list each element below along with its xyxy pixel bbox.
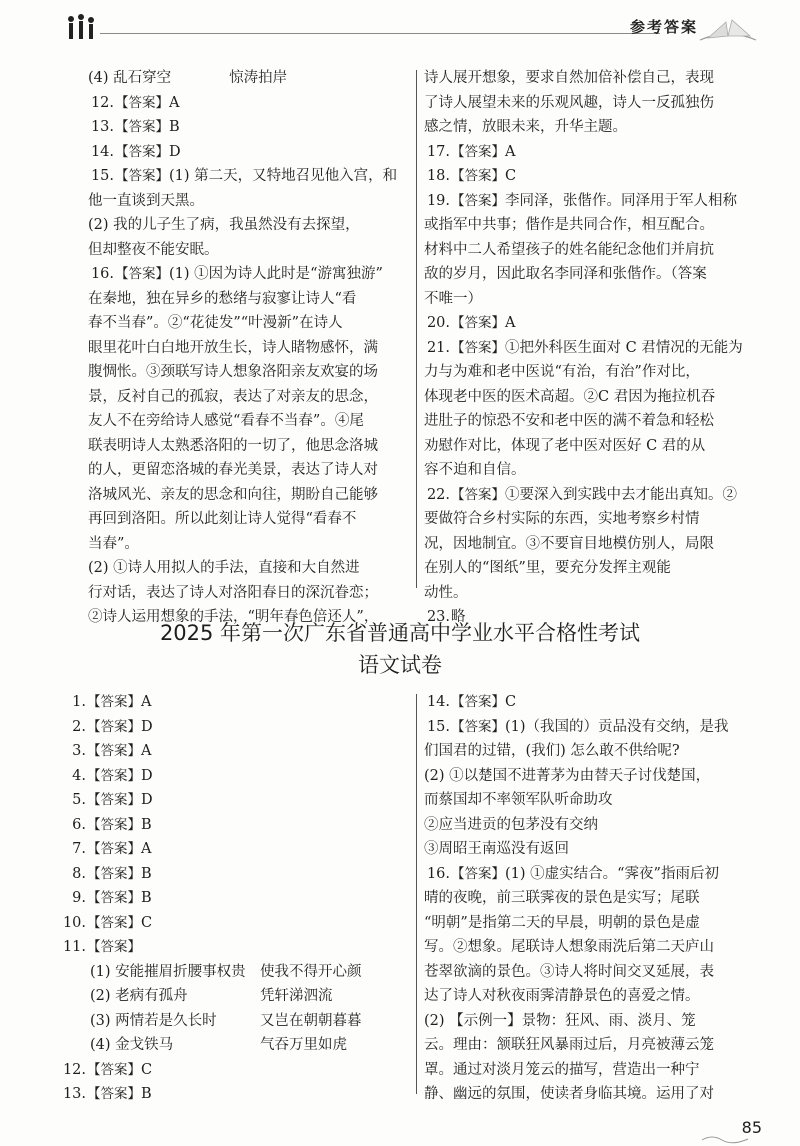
question-number: 2. xyxy=(72,718,86,735)
question-number: 13. xyxy=(90,119,114,135)
question-number: 23. xyxy=(426,609,450,625)
answer-text: 李同泽，张偕作。同泽用于军人相称 xyxy=(505,192,737,209)
answer-label: 【答案】 xyxy=(451,486,505,503)
answer-continuation: 不唯一） xyxy=(424,290,482,307)
answer-item xyxy=(424,189,754,214)
answer-text: B xyxy=(141,865,152,882)
answer-continuation: 而蔡国却不率领军队听命助攻 xyxy=(424,792,613,808)
answer-label: 【答案】 xyxy=(87,743,141,759)
answer-continuation: 容不迫和自信。 xyxy=(424,462,526,478)
poem-line-pair xyxy=(60,1033,410,1058)
question-number: 14. xyxy=(426,694,450,710)
answer-text: D xyxy=(141,718,153,735)
answer-label: 【答案】 xyxy=(451,718,505,735)
answer-label: 【答案】 xyxy=(87,865,141,882)
answer-text: A xyxy=(169,94,180,111)
answer-continuation: 春不当春”。②“花徒发”“叶漫新”在诗人 xyxy=(88,315,343,331)
question-number: 6. xyxy=(72,816,86,833)
answer-continuation: (2) ①以楚国不进菁茅为由替天子讨伐楚国， xyxy=(424,767,711,784)
answer-text: (1) ①虚实结合。“霁夜”指雨后初 xyxy=(505,865,719,882)
answer-continuation: ②诗人运用想象的手法，“明年春色倍还人”， xyxy=(88,609,379,625)
bottom-left-column xyxy=(60,690,410,1107)
answer-item xyxy=(60,739,410,764)
answer-item xyxy=(60,1058,410,1083)
column-divider xyxy=(416,70,417,588)
poem-line-second: 使我不得开心颜 xyxy=(260,963,362,980)
question-number: 13. xyxy=(62,1086,86,1102)
footer-swirl-icon xyxy=(700,1134,750,1144)
answer-text: ①要深入到实践中去才能出真知。② xyxy=(505,486,737,503)
question-number: 21. xyxy=(426,339,450,356)
answer-continuation: (2) 【示例一】景物：狂风、雨、淡月、笼 xyxy=(424,1012,696,1029)
question-number: 3. xyxy=(72,743,86,759)
answer-label: 【答案】 xyxy=(87,694,141,710)
answer-continuation: 达了诗人对秋夜雨霁清静景色的喜爱之情。 xyxy=(424,988,700,1004)
answer-label: 【答案】 xyxy=(115,168,169,184)
answer-continuation: 要做符合乡村实际的东西，实地考察乡村情 xyxy=(424,511,700,527)
answer-continuation: 体现老中医的医术高超。②C 君因为拖拉机吞 xyxy=(424,388,716,405)
answer-text: B xyxy=(141,890,152,906)
answer-item xyxy=(60,862,410,887)
answer-continuation: (2) ①诗人用拟人的手法，直接和大自然进 xyxy=(88,560,360,576)
exam-subtitle: 语文试卷 xyxy=(358,653,442,677)
answer-continuation: 景，反衬自己的孤寂，表达了对亲友的思念， xyxy=(88,388,378,405)
answer-continuation: 行对话，表达了诗人对洛阳春日的深沉眷恋； xyxy=(88,584,378,601)
answer-continuation: 力与为难和老中医说“有治，有治”作对比， xyxy=(424,364,700,380)
poem-line-pair xyxy=(60,984,410,1009)
answer-label: 【答案】 xyxy=(451,315,505,331)
question-number: 9. xyxy=(72,890,86,906)
answer-item xyxy=(88,91,410,116)
answer-text: A xyxy=(141,694,152,710)
answer-continuation: 云。理由：颔联狂风暴雨过后，月亮被薄云笼 xyxy=(424,1037,714,1053)
answer-item xyxy=(88,140,410,165)
answer-continuation: 眼里花叶白白地开放生长，诗人睹物感怀，满 xyxy=(88,339,378,356)
answer-text: A xyxy=(141,743,152,759)
question-number: 20. xyxy=(426,315,450,331)
answer-text: C xyxy=(141,914,153,931)
question-number: 15. xyxy=(426,718,450,735)
answer-continuation: ②应当进贡的包茅没有交纳 xyxy=(424,816,598,833)
question-number: 16. xyxy=(90,266,114,282)
answer-item xyxy=(60,935,410,960)
answer-text: D xyxy=(169,143,181,160)
answer-item xyxy=(60,764,410,789)
answer-label: 【答案】 xyxy=(451,865,505,882)
answer-item xyxy=(88,115,410,140)
header-rule xyxy=(100,33,660,34)
answer-continuation: 材料中二人希望孩子的姓名能纪念他们并肩抗 xyxy=(424,241,714,258)
answer-label: 【答案】 xyxy=(87,792,141,808)
question-number: 16. xyxy=(426,865,450,882)
answer-continuation: 动性。 xyxy=(424,584,468,601)
poem-line-pair xyxy=(60,960,410,985)
answer-label: 【答案】 xyxy=(115,119,169,135)
question-number: 17. xyxy=(426,143,450,160)
answer-continuation: 腹惆怅。③颈联写诗人想象洛阳亲友欢宴的场 xyxy=(88,364,378,380)
answer-item xyxy=(60,690,410,715)
answer-label: 【答案】 xyxy=(451,192,505,209)
answer-continuation: 但却整夜不能安眠。 xyxy=(88,241,219,258)
answer-continuation: 写。②想象。尾联诗人想象雨洗后第二天庐山 xyxy=(424,939,714,955)
answer-continuation: 苍翠欲滴的景色。③诗人将时间交叉延展，表 xyxy=(424,963,714,980)
answer-item xyxy=(60,886,410,911)
answer-continuation: 洛城风光、亲友的思念和向往，期盼自己能够 xyxy=(88,486,378,503)
answer-item xyxy=(424,715,754,740)
page-number: 85 xyxy=(741,1118,762,1137)
answer-item xyxy=(424,140,754,165)
answer-continuation: 感之情，放眼未来，升华主题。 xyxy=(424,119,627,135)
answer-continuation: 友人不在旁给诗人感觉“看春不当春”。④尾 xyxy=(88,413,364,429)
answer-label: 【答案】 xyxy=(87,1061,141,1078)
poem-line-second: 气吞万里如虎 xyxy=(260,1037,347,1053)
answer-continuation: 况，因地制宜。③不要盲目地模仿别人，局限 xyxy=(424,535,714,552)
answer-item xyxy=(424,336,754,361)
question-number: 4. xyxy=(72,767,86,784)
answer-continuation: 们国君的过错，(我们) 怎么敢不供给呢? xyxy=(424,743,680,759)
answer-item xyxy=(60,715,410,740)
poem-line-first: (4) 金戈铁马 xyxy=(90,1037,174,1053)
question-number: 12. xyxy=(90,94,114,111)
question-number: 7. xyxy=(72,841,86,857)
answer-continuation: 再回到洛阳。所以此刻让诗人觉得“看春不 xyxy=(88,511,357,527)
poem-line-first: (1) 安能摧眉折腰事权贵 xyxy=(90,963,246,980)
answer-label: 【答案】 xyxy=(451,168,505,184)
answer-item xyxy=(60,911,410,936)
answer-line: (4) 乱石穿空 惊涛拍岸 xyxy=(88,70,288,86)
question-number: 14. xyxy=(90,143,114,160)
answer-continuation: 在别人的“图纸”里，要充分发挥主观能 xyxy=(424,560,671,576)
answer-item xyxy=(424,311,754,336)
answer-text: D xyxy=(141,767,153,784)
answer-continuation: 罩。通过对淡月笼云的描写，营造出一种宁 xyxy=(424,1061,700,1078)
poem-line-second: 凭轩涕泗流 xyxy=(260,988,333,1004)
answer-item xyxy=(424,862,754,887)
answer-label: 【答案】 xyxy=(87,890,141,906)
answer-text: A xyxy=(141,841,152,857)
answer-text: C xyxy=(141,1061,153,1078)
bottom-right-column xyxy=(424,690,754,1107)
question-number: 1. xyxy=(72,694,86,710)
answer-label: 【答案】 xyxy=(87,816,141,833)
answer-continuation: 当春”。 xyxy=(88,535,139,552)
answer-continuation: 进肚子的惊恐不安和老中医的满不着急和轻松 xyxy=(424,413,714,429)
answer-text: C xyxy=(505,694,517,710)
top-right-column xyxy=(424,66,754,630)
answer-item xyxy=(88,262,410,287)
question-number: 22. xyxy=(426,486,450,503)
question-number: 15. xyxy=(90,168,114,184)
answer-continuation: 敌的岁月，因此取名李同泽和张偕作。（答案 xyxy=(424,266,707,282)
answer-text: B xyxy=(141,816,152,833)
poem-line-first: (3) 两情若是久长时 xyxy=(90,1012,217,1029)
answer-label: 【答案】 xyxy=(87,841,141,857)
answer-text: B xyxy=(169,119,180,135)
header-title: 参考答案 xyxy=(630,18,699,36)
answer-label: 【答案】 xyxy=(87,939,141,955)
answer-text: C xyxy=(505,168,517,184)
answer-label: 【答案】 xyxy=(115,266,169,282)
answer-continuation: 静、幽远的氛围，使读者身临其境。运用了对 xyxy=(424,1086,714,1102)
answer-label: 【答案】 xyxy=(451,339,505,356)
answer-label: 【答案】 xyxy=(115,143,169,160)
answer-continuation: 他一直谈到天黑。 xyxy=(88,192,204,209)
answer-continuation: 联表明诗人太熟悉洛阳的一切了，他思念洛城 xyxy=(88,437,378,454)
answer-item xyxy=(60,837,410,862)
answer-continuation: 诗人展开想象，要求自然加倍补偿自己，表现 xyxy=(424,70,714,86)
question-number: 18. xyxy=(426,168,450,184)
answer-text: (1) ①因为诗人此时是“游寓独游” xyxy=(169,266,383,282)
poem-line-pair xyxy=(60,1009,410,1034)
answer-continuation: “明朝”是指第二天的早晨，明朝的景色是虚 xyxy=(424,914,700,931)
question-number: 10. xyxy=(62,914,86,931)
poem-line-second: 又岂在朝朝暮暮 xyxy=(260,1012,362,1029)
answer-item xyxy=(424,483,754,508)
answer-label: 【答案】 xyxy=(87,1086,141,1102)
poem-line-first: (2) 老病有孤舟 xyxy=(90,988,188,1004)
answer-continuation: ③周昭王南巡没有返回 xyxy=(424,841,569,857)
answer-item xyxy=(60,1082,410,1107)
answer-text: B xyxy=(141,1086,152,1102)
answer-continuation: 或指军中共事；偕作是共同合作，相互配合。 xyxy=(424,217,714,233)
answer-continuation: 劝慰作对比，体现了老中医对医好 C 君的从 xyxy=(424,437,706,454)
answer-text: ①把外科医生面对 C 君情况的无能为 xyxy=(505,339,743,356)
answer-item xyxy=(88,164,410,189)
people-logo-icon xyxy=(66,14,98,42)
answer-text: (1)（我国的）贡品没有交纳，是我 xyxy=(505,718,729,735)
book-ornament-icon xyxy=(698,14,758,44)
answer-continuation: (2) 我的儿子生了病，我虽然没有去探望， xyxy=(88,217,360,233)
answer-item xyxy=(60,813,410,838)
answer-label: 【答案】 xyxy=(451,694,505,710)
answer-label: 【答案】 xyxy=(87,767,141,784)
answer-item xyxy=(60,788,410,813)
answer-text: (1) 第二天，又特地召见他入宫，和 xyxy=(169,168,398,184)
question-number: 19. xyxy=(426,192,450,209)
answer-text: D xyxy=(141,792,153,808)
answer-label: 【答案】 xyxy=(87,914,141,931)
question-number: 8. xyxy=(72,865,86,882)
answer-continuation: 了诗人展望未来的乐观风趣，诗人一反孤独伤 xyxy=(424,94,714,111)
answer-continuation: 晴的夜晚，前三联霁夜的景色是实写；尾联 xyxy=(424,890,700,906)
answer-text: 略 xyxy=(451,609,466,625)
answer-item xyxy=(424,164,754,189)
answer-label: 【答案】 xyxy=(451,143,505,160)
top-left-column xyxy=(88,66,410,630)
question-number: 12. xyxy=(62,1061,86,1078)
question-number: 11. xyxy=(62,939,86,955)
page-header xyxy=(0,0,800,52)
exam-title: 2025 年第一次广东省普通高中学业水平合格性考试 xyxy=(159,621,641,645)
column-divider xyxy=(416,694,417,1094)
answer-label: 【答案】 xyxy=(115,94,169,111)
question-number: 5. xyxy=(72,792,86,808)
answer-label: 【答案】 xyxy=(87,718,141,735)
answer-text: A xyxy=(505,143,516,160)
answer-continuation: 的人，更留恋洛城的春光美景，表达了诗人对 xyxy=(88,462,378,478)
answer-text: A xyxy=(505,315,516,331)
answer-continuation: 在秦地，独在异乡的愁绪与寂寥让诗人“看 xyxy=(88,290,357,307)
answer-item xyxy=(424,690,754,715)
